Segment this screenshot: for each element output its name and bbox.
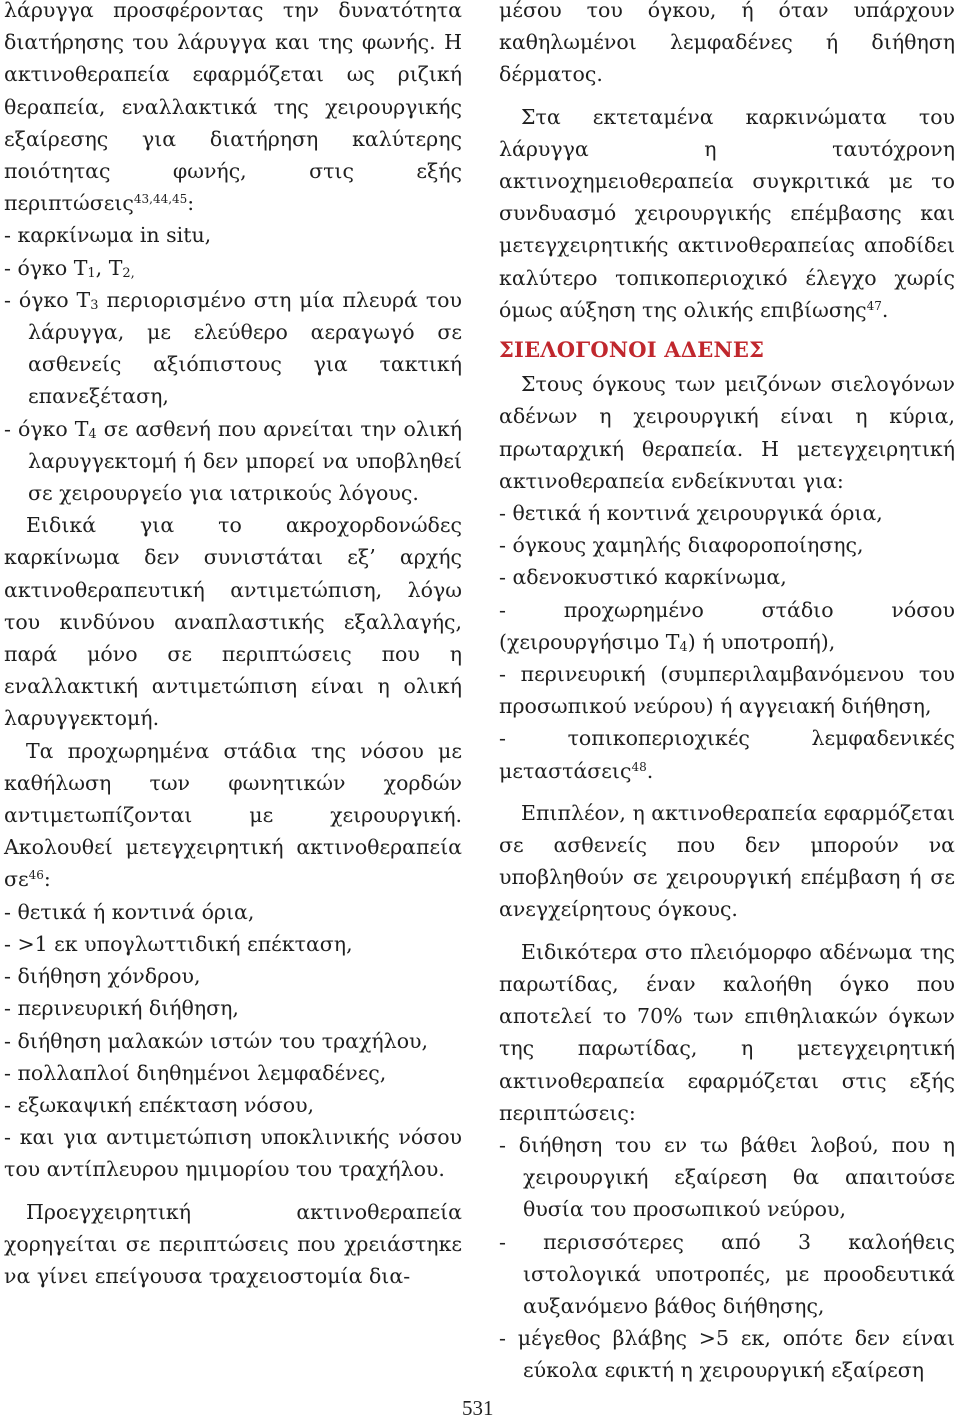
page-number: 531 (462, 1396, 494, 1420)
list-item (4, 219, 462, 251)
list-item: - περινευρική (συμπεριλαμβανόμενου του προσωπικού νεύρου) ή αγγειακή διήθηση, (499, 662, 955, 719)
punctuation: . (881, 297, 889, 322)
list-item: - όγκους χαμηλής διαφοροποίησης, (499, 533, 864, 558)
paragraph-pleomorphic-adenoma: Ειδικότερα στο πλειόμορφο αδένωμα της παρωτίδας, έναν καλοήθη όγκο που αποτελεί το 70% των επιθηλιακών όγκων της παρωτίδας, η μετεγχειρητική ακτινοθεραπεία εφαρμόζεται στις εξής περιπτώσεις: (499, 939, 955, 1125)
stage-subscript: 2, (122, 265, 135, 281)
citation-ref: 48 (631, 759, 647, 774)
paragraph-text: Τα προχωρημένα στάδια της νόσου με καθήλωση των φωνητικών χορδών αντιμετωπίζονται με χειρουργική. Ακολουθεί μετεγχειρητική ακτινοθεραπεία σε (4, 738, 462, 892)
stage-subscript: 1 (87, 265, 96, 281)
paragraph-inoperable: Επιπλέον, η ακτινοθεραπεία εφαρμόζεται σε ασθενείς που δεν μπορούν να υποβληθούν σε χειρουργική επέμβαση ή σε ανεγχείρητους όγκους. (499, 800, 955, 922)
stage-subscript: 4 (88, 426, 97, 442)
citation-ref: 43,44,45 (133, 192, 188, 207)
section-heading: ΣΙΕΛΟΓΟΝΟΙ ΑΔΕΝΕΣ (499, 337, 765, 363)
paragraph-larynx-radiotherapy (4, 0, 462, 219)
list-item: - περινευρική διήθηση, (4, 996, 239, 1021)
left-column (4, 0, 462, 1292)
list-item: - διήθηση χόνδρου, (4, 964, 201, 989)
postoperative-indications-list (4, 896, 462, 1186)
paragraph-chemoradiotherapy (499, 101, 955, 326)
list-item-text: - όγκο T (4, 416, 89, 441)
stage-subscript: 3 (90, 297, 99, 313)
list-item: - διήθηση μαλακών ιστών του τραχήλου, (4, 1028, 429, 1053)
list-item-text: - όγκο T (4, 287, 91, 312)
list-item: - πολλαπλοί διηθημένοι λεμφαδένες, (4, 1060, 387, 1085)
list-item-text: - τοπικοπεριοχικές λεμφαδενικές μεταστάσεις (499, 726, 955, 783)
list-item: - διήθηση του εν τω βάθει λοβού, που η χειρουργική εξαίρεση θα απαιτούσε θυσία του προσωπικού νεύρου, (499, 1132, 955, 1222)
salivary-indications-list (499, 497, 955, 787)
punctuation: . (646, 758, 654, 783)
list-item: - περισσότερες από 3 καλοήθεις ιστολογικά υποτροπές, με προοδευτικά αυξανόμενο βάθος διήθησης, (499, 1229, 955, 1318)
list-item: - εξωκαψική επέκταση νόσου, (4, 1092, 315, 1117)
paragraph-salivary-glands: Στους όγκους των μειζόνων σιελογόνων αδένων η χειρουργική είναι η κύρια, πρωταρχική θεραπεία. Η μετεγχειρητική ακτινοθεραπεία ενδείκνυται για: (499, 372, 955, 493)
list-item-text: , T (95, 255, 123, 280)
paragraph-text: Στα εκτεταμένα καρκινώματα του λάρυγγα η ταυτόχρονη ακτινοχημειοθεραπεία συγκριτικά με το συνδυασμό χειρουργικής επέμβασης και μετεγχειρητικής ακτινοθεραπείας αποδίδει καλύτερο τοπικοπεριοχικό έλεγχο χωρίς όμως αύξηση της ολικής επιβίωσης (499, 104, 955, 322)
punctuation: : (187, 191, 195, 216)
list-item: - >1 εκ υπογλωττιδική επέκταση, (4, 931, 353, 956)
list-item (4, 252, 462, 284)
list-item: - μέγεθος βλάβης >5 εκ, οπότε δεν είναι εύκολα εφικτή η χειρουργική εξαίρεση (499, 1326, 955, 1383)
citation-ref: 47 (866, 298, 882, 313)
list-item-text: ) ή υποτροπή), (687, 629, 836, 654)
paragraph-verrucous-carcinoma: Ειδικά για το ακροχορδονώδες καρκίνωμα δεν συνιστάται εξ’ αρχής ακτινοθεραπευτική αντιμετώπιση, λόγω του κινδύνου αναπλαστικής εξαλλαγής, παρά μόνο σε περιπτώσεις που η εναλλακτική αντιμετώπιση είναι η ολική λαρυγγεκτομή. (4, 513, 462, 731)
stage-subscript: 4 (679, 639, 688, 655)
list-item-text: - όγκο T (4, 255, 88, 280)
list-item (499, 594, 955, 658)
list-item: - θετικά ή κοντινά όρια, (4, 899, 255, 924)
punctuation: : (43, 867, 51, 892)
paragraph-preoperative: Προεγχειρητική ακτινοθεραπεία χορηγείται σε περιπτώσεις που χρειάστηκε να γίνει επείγουσα τραχειοστομία δια- (4, 1199, 462, 1288)
list-item: - θετικά ή κοντινά χειρουργικά όρια, (499, 501, 883, 526)
adenoma-indications-list (499, 1129, 955, 1387)
list-item (4, 284, 462, 413)
paragraph-advanced-stages (4, 735, 462, 896)
paragraph-continuation: μέσου του όγκου, ή όταν υπάρχουν καθηλωμένοι λεμφαδένες ή διήθηση δέρματος. (499, 0, 955, 87)
list-item-text: σε ασθενή που αρνείται την ολική λαρυγγεκτομή ή δεν μπορεί να υποβληθεί σε χειρουργείο για ιατρικούς λόγους. (28, 416, 462, 506)
list-item (499, 722, 955, 786)
paragraph-text: λάρυγγα προσφέροντας την δυνατότητα διατήρησης του λάρυγγα και της φωνής. Η ακτινοθεραπεία εφαρμόζεται ως ριζική θεραπεία, εναλλακτικά της χειρουργικής εξαίρεσης για διατήρηση καλύτερης ποιότητας φωνής, στις εξής περιπτώσεις (4, 0, 462, 216)
list-item-text: περιορισμένο στη μία πλευρά του λάρυγγα, με ελεύθερο αεραγωγό σε ασθενείς αξιόπιστους για τακτική επανεξέταση, (28, 287, 462, 409)
citation-ref: 46 (28, 868, 44, 883)
list-item: - και για αντιμετώπιση υποκλινικής νόσου του αντίπλευρου ημιμορίου του τραχήλου. (4, 1125, 462, 1182)
list-item-text: - προχωρημένο στάδιο νόσου (χειρουργήσιμο T (499, 597, 955, 654)
list-item: - αδενοκυστικό καρκίνωμα, (499, 565, 787, 590)
list-item (4, 413, 462, 510)
right-column (499, 0, 955, 1387)
list-item-text: - καρκίνωμα in situ, (4, 223, 212, 248)
